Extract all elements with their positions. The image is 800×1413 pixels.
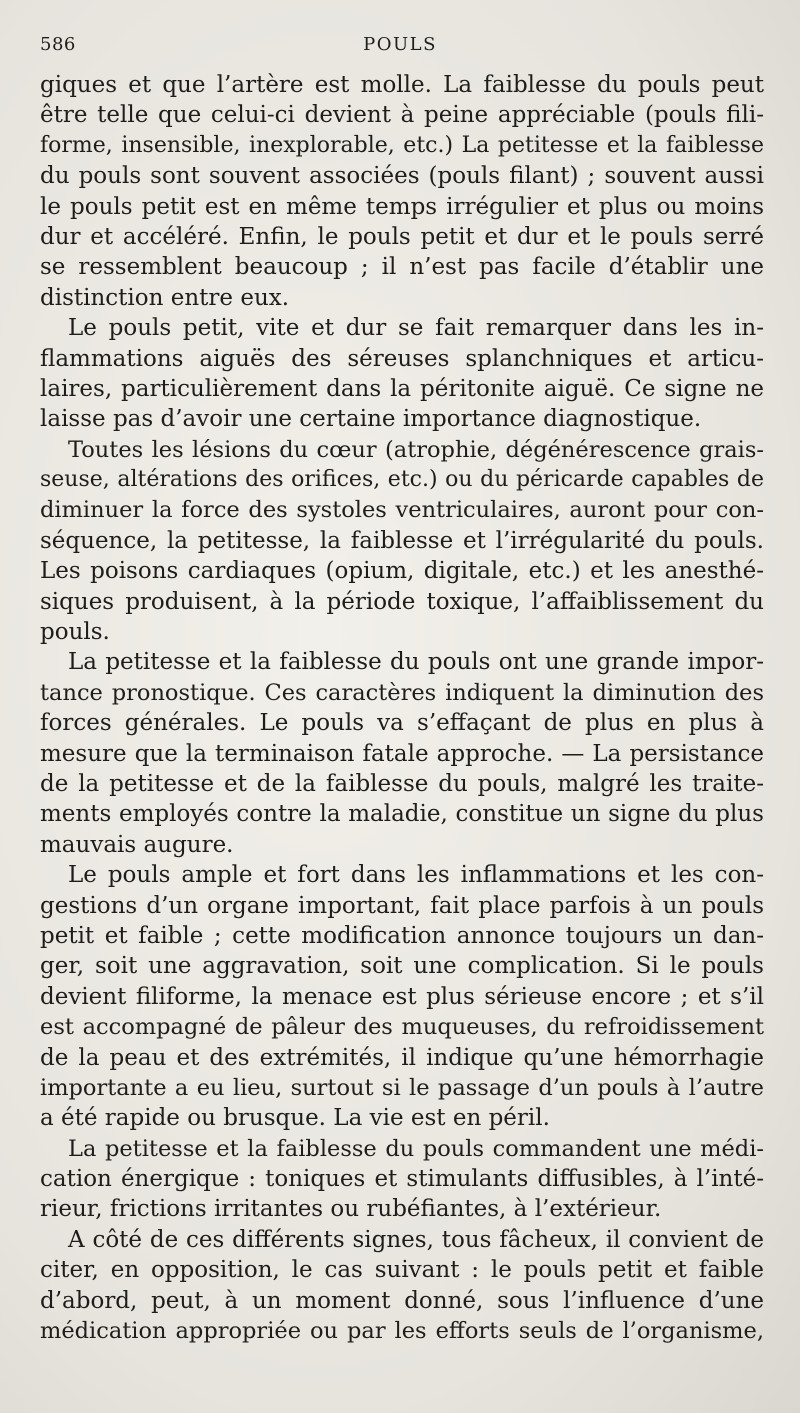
body-text xyxy=(40,70,764,1346)
text-line: de la petitesse et de la faiblesse du pouls, malgré les traite- xyxy=(40,770,764,797)
text-line: se ressemblent beaucoup ; il n’est pas facile d’établir une xyxy=(40,254,764,281)
text-line: médication appropriée ou par les efforts seuls de l’organisme, xyxy=(40,1318,764,1345)
text-line: Les poisons cardiaques (opium, digitale, etc.) et les anesthé- xyxy=(40,558,764,585)
text-line: tance pronostique. Ces caractères indiquent la diminution des xyxy=(40,679,764,706)
text-line: seuse, altérations des orifices, etc.) ou du péricarde capables de xyxy=(40,467,764,493)
text-line: giques et que l’artère est molle. La faiblesse du pouls peut xyxy=(40,72,764,98)
text-line: Toutes les lésions du cœur (atrophie, dégénérescence grais- xyxy=(68,436,764,463)
text-line: séquence, la petitesse, la faiblesse et l’irrégularité du pouls. xyxy=(40,527,764,554)
text-line: a été rapide ou brusque. La vie est en péril. xyxy=(40,1105,550,1132)
text-line: A côté de ces différents signes, tous fâcheux, il convient de xyxy=(68,1226,764,1253)
text-line: gestions d’un organe important, fait place parfois à un pouls xyxy=(40,892,764,919)
text-line: petit et faible ; cette modification annonce toujours un dan- xyxy=(40,922,764,949)
text-line: laires, particulièrement dans la péritonite aiguë. Ce signe ne xyxy=(40,375,764,402)
text-line: siques produisent, à la période toxique, l’affaiblissement du xyxy=(40,588,764,615)
text-line: dur et accéléré. Enfin, le pouls petit et dur et le pouls serré xyxy=(40,223,764,250)
page-number: 586 xyxy=(40,34,76,55)
text-line: rieur, frictions irritantes ou rubéfiantes, à l’extérieur. xyxy=(40,1196,662,1223)
text-line: La petitesse et la faiblesse du pouls commandent une médi- xyxy=(68,1135,764,1162)
text-line: citer, en opposition, le cas suivant : le pouls petit et faible xyxy=(40,1257,764,1284)
text-line: être telle que celui-ci devient à peine appréciable (pouls fili- xyxy=(40,102,764,129)
text-line: distinction entre eux. xyxy=(40,284,290,311)
text-line: ments employés contre la maladie, constitue un signe du plus xyxy=(40,801,764,828)
text-line: Le pouls petit, vite et dur se fait remarquer dans les in- xyxy=(68,315,764,342)
text-line: flammations aiguës des séreuses splanchniques et articu- xyxy=(40,345,764,372)
text-line: cation énergique : toniques et stimulants diffusibles, à l’inté- xyxy=(40,1166,764,1193)
text-line: pouls. xyxy=(40,619,110,646)
text-line: La petitesse et la faiblesse du pouls ont une grande impor- xyxy=(68,649,764,676)
text-line: le pouls petit est en même temps irrégulier et plus ou moins xyxy=(40,193,764,220)
text-line: d’abord, peut, à un moment donné, sous l’influence d’une xyxy=(40,1287,764,1314)
text-line: mesure que la terminaison fatale approche. — La persistance xyxy=(40,740,764,767)
text-line: diminuer la force des systoles ventriculaires, auront pour con- xyxy=(40,497,764,524)
text-line: mauvais augure. xyxy=(40,831,234,858)
text-line: est accompagné de pâleur des muqueuses, du refroidissement xyxy=(40,1014,764,1041)
page-header xyxy=(40,34,760,60)
text-line: forces générales. Le pouls va s’effaçant de plus en plus à xyxy=(40,710,764,737)
text-line: Le pouls ample et fort dans les inflammations et les con- xyxy=(68,862,764,889)
text-line: laisse pas d’avoir une certaine importance diagnostique. xyxy=(40,406,702,433)
text-line: de la peau et des extrémités, il indique qu’une hémorrhagie xyxy=(40,1044,764,1071)
text-line: forme, insensible, inexplorable, etc.) La petitesse et la faiblesse xyxy=(40,132,764,158)
running-head: POULS xyxy=(363,34,437,55)
text-line: devient filiforme, la menace est plus sérieuse encore ; et s’il xyxy=(40,983,764,1010)
text-line: ger, soit une aggravation, soit une complication. Si le pouls xyxy=(40,953,764,980)
text-line: importante a eu lieu, surtout si le passage d’un pouls à l’autre xyxy=(40,1074,764,1101)
text-line: du pouls sont souvent associées (pouls filant) ; souvent aussi xyxy=(40,163,764,190)
